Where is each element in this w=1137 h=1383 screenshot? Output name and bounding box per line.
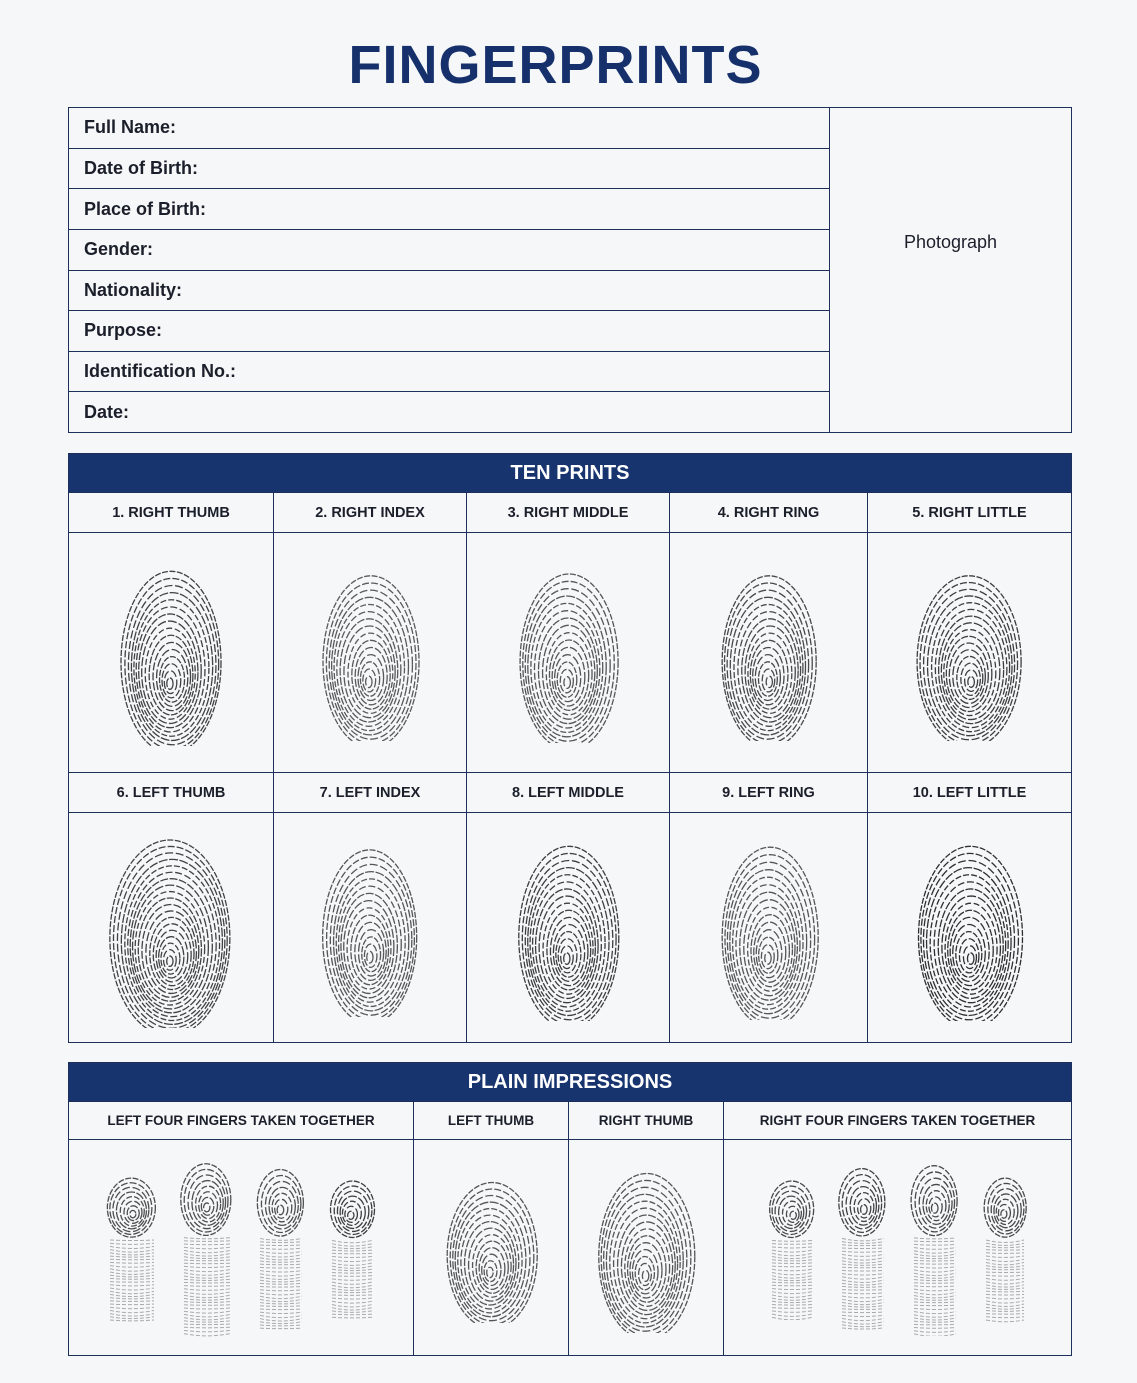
print-box-left-thumb[interactable] xyxy=(69,813,274,1042)
fingerprint-icon xyxy=(719,836,819,1020)
label-left-middle: 8. LEFT MIDDLE xyxy=(467,773,670,813)
page-title: FINGERPRINTS xyxy=(348,35,763,95)
fingerprint-icon xyxy=(916,835,1024,1021)
print-box-plain-left-thumb[interactable] xyxy=(414,1140,569,1356)
label-right-index: 2. RIGHT INDEX xyxy=(274,493,467,533)
print-box-right-middle[interactable] xyxy=(467,533,670,773)
full-name-field[interactable]: Full Name: xyxy=(69,108,829,149)
fingerprint-icon xyxy=(119,560,223,746)
label-right-little: 5. RIGHT LITTLE xyxy=(868,493,1071,533)
date-field[interactable]: Date: xyxy=(84,401,130,422)
nationality-field[interactable]: Nationality: xyxy=(69,271,829,312)
right-hand-prints xyxy=(69,533,1071,773)
fingerprint-icon xyxy=(982,1173,1028,1323)
plain-impressions-labels xyxy=(69,1102,1071,1140)
place-of-birth-field[interactable]: Place of Birth: xyxy=(69,189,829,230)
label-right-middle: 3. RIGHT MIDDLE xyxy=(467,493,670,533)
label-right-four-fingers: RIGHT FOUR FINGERS TAKEN TOGETHER xyxy=(724,1102,1071,1140)
plain-impressions-header: PLAIN IMPRESSIONS xyxy=(69,1063,1071,1102)
right-hand-labels xyxy=(69,493,1071,533)
label-left-index: 7. LEFT INDEX xyxy=(274,773,467,813)
ten-prints-section xyxy=(68,453,1072,1043)
fingerprint-icon xyxy=(180,1158,234,1338)
plain-impressions-prints xyxy=(69,1140,1071,1356)
plain-impressions-section xyxy=(68,1062,1072,1356)
label-plain-right-thumb: RIGHT THUMB xyxy=(569,1102,724,1140)
fingerprint-icon xyxy=(768,1176,816,1320)
fingerprint-icon xyxy=(109,828,233,1028)
label-left-little: 10. LEFT LITTLE xyxy=(868,773,1071,813)
print-box-right-thumb[interactable] xyxy=(69,533,274,773)
label-left-thumb: 6. LEFT THUMB xyxy=(69,773,274,813)
label-left-four-fingers: LEFT FOUR FINGERS TAKEN TOGETHER xyxy=(69,1102,414,1140)
fingerprint-icon xyxy=(720,565,818,741)
label-left-ring: 9. LEFT RING xyxy=(670,773,868,813)
fingerprint-icon xyxy=(516,835,620,1021)
info-fields xyxy=(69,108,830,432)
print-box-left-middle[interactable] xyxy=(467,813,670,1042)
fingerprint-icon xyxy=(838,1163,888,1333)
left-hand-prints xyxy=(69,813,1071,1042)
fingerprint-icon xyxy=(256,1164,306,1332)
identification-no-field[interactable]: Identification No.: xyxy=(69,352,829,393)
date-of-birth-field[interactable]: Date of Birth: xyxy=(69,149,829,190)
label-right-ring: 4. RIGHT RING xyxy=(670,493,868,533)
fingerprint-icon xyxy=(328,1176,376,1320)
print-box-left-little[interactable] xyxy=(868,813,1071,1042)
photograph-box[interactable] xyxy=(830,108,1071,432)
gender-field[interactable]: Gender: xyxy=(69,230,829,271)
purpose-field[interactable]: Purpose: xyxy=(69,311,829,352)
print-box-right-little[interactable] xyxy=(868,533,1071,773)
print-box-right-four-fingers[interactable] xyxy=(724,1140,1071,1356)
fingerprint-icon xyxy=(517,563,619,743)
print-box-right-index[interactable] xyxy=(274,533,467,773)
print-box-right-ring[interactable] xyxy=(670,533,868,773)
fingerprint-icon xyxy=(106,1173,158,1323)
print-box-left-four-fingers[interactable] xyxy=(69,1140,414,1356)
photograph-label: Photograph xyxy=(903,232,998,252)
label-right-thumb: 1. RIGHT THUMB xyxy=(69,493,274,533)
fingerprint-icon xyxy=(910,1160,960,1336)
ten-prints-header: TEN PRINTS xyxy=(69,454,1071,493)
print-box-plain-right-thumb[interactable] xyxy=(569,1140,724,1356)
fingerprint-icon xyxy=(444,1173,538,1323)
fingerprint-icon xyxy=(320,565,420,741)
left-hand-labels xyxy=(69,773,1071,813)
print-box-left-index[interactable] xyxy=(274,813,467,1042)
fingerprint-icon xyxy=(321,839,419,1017)
fingerprint-icon xyxy=(596,1163,696,1333)
personal-info-block xyxy=(68,107,1072,433)
print-box-left-ring[interactable] xyxy=(670,813,868,1042)
fingerprint-icon xyxy=(916,565,1024,741)
label-plain-left-thumb: LEFT THUMB xyxy=(414,1102,569,1140)
